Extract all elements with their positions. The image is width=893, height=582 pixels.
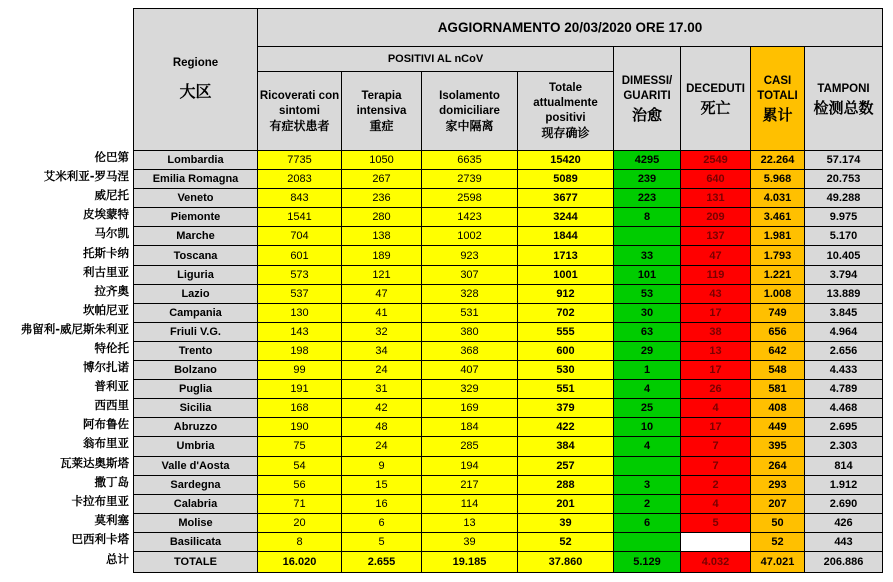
cell-regione: Abruzzo [134, 418, 258, 437]
cell-ricoverati: 130 [258, 303, 342, 322]
cell-regione: Lazio [134, 284, 258, 303]
cell-terapia: 34 [342, 341, 422, 360]
cell-casi: 408 [751, 399, 805, 418]
casi-header [751, 47, 805, 151]
cell-totale: 422 [518, 418, 614, 437]
cell-dimessi: 239 [614, 170, 681, 189]
data-rows [134, 151, 883, 573]
cell-regione: Basilicata [134, 532, 258, 551]
cell-isolamento: 217 [422, 475, 518, 494]
cell-tamponi: 57.174 [805, 151, 883, 170]
isolamento-header [422, 72, 518, 151]
cell-dimessi: 5.129 [614, 551, 681, 572]
cell-isolamento: 368 [422, 341, 518, 360]
cell-deceduti: 38 [681, 322, 751, 341]
cell-isolamento: 39 [422, 532, 518, 551]
cell-tamponi: 1.912 [805, 475, 883, 494]
cell-totale: 5089 [518, 170, 614, 189]
cell-casi: 293 [751, 475, 805, 494]
region-name-cn: 阿布鲁佐 [83, 417, 129, 432]
ricoverati-label-cn: 有症状患者 [269, 118, 330, 133]
region-name-cn: 弗留利-威尼斯朱利亚 [20, 321, 129, 336]
tamponi-label-cn: 检测总数 [813, 98, 874, 117]
cell-totale: 702 [518, 303, 614, 322]
table-row [134, 170, 883, 189]
cell-deceduti: 131 [681, 189, 751, 208]
cell-regione: Trento [134, 341, 258, 360]
cell-regione: Umbria [134, 437, 258, 456]
cell-ricoverati: 190 [258, 418, 342, 437]
cell-totale: 37.860 [518, 551, 614, 572]
cell-dimessi [614, 456, 681, 475]
cell-regione: Piemonte [134, 208, 258, 227]
cell-regione: Bolzano [134, 361, 258, 380]
cell-tamponi: 3.794 [805, 265, 883, 284]
cell-ricoverati: 573 [258, 265, 342, 284]
cell-tamponi: 3.845 [805, 303, 883, 322]
table-row [134, 151, 883, 170]
region-name-cn: 马尔凯 [94, 226, 129, 241]
cell-dimessi: 223 [614, 189, 681, 208]
cell-dimessi: 8 [614, 208, 681, 227]
cell-dimessi: 4 [614, 437, 681, 456]
cell-ricoverati: 71 [258, 494, 342, 513]
region-name-cn: 普利亚 [94, 379, 129, 394]
cell-dimessi [614, 532, 681, 551]
cell-casi: 4.031 [751, 189, 805, 208]
cell-dimessi: 4 [614, 380, 681, 399]
cell-terapia: 32 [342, 322, 422, 341]
cell-ricoverati: 601 [258, 246, 342, 265]
cell-regione: Sardegna [134, 475, 258, 494]
totale-label-cn: 现存确诊 [541, 126, 590, 140]
covid-data-table [133, 8, 883, 573]
cell-casi: 395 [751, 437, 805, 456]
cell-terapia: 47 [342, 284, 422, 303]
cell-dimessi: 33 [614, 246, 681, 265]
cell-ricoverati: 7735 [258, 151, 342, 170]
cell-tamponi: 426 [805, 513, 883, 532]
cell-dimessi: 2 [614, 494, 681, 513]
cell-totale: 379 [518, 399, 614, 418]
cell-regione: Molise [134, 513, 258, 532]
cell-deceduti: 47 [681, 246, 751, 265]
cell-terapia: 267 [342, 170, 422, 189]
cell-casi: 656 [751, 322, 805, 341]
cell-totale: 201 [518, 494, 614, 513]
cell-regione: Campania [134, 303, 258, 322]
cell-dimessi [614, 227, 681, 246]
cell-casi: 642 [751, 341, 805, 360]
cell-dimessi: 30 [614, 303, 681, 322]
cell-tamponi: 5.170 [805, 227, 883, 246]
dimessi-header [614, 47, 681, 151]
cell-totale: 912 [518, 284, 614, 303]
cell-ricoverati: 704 [258, 227, 342, 246]
cell-tamponi: 443 [805, 532, 883, 551]
region-name-cn: 撒丁岛 [94, 474, 129, 489]
cell-dimessi: 53 [614, 284, 681, 303]
cell-tamponi: 49.288 [805, 189, 883, 208]
cell-totale: 15420 [518, 151, 614, 170]
cell-isolamento: 169 [422, 399, 518, 418]
cell-isolamento: 19.185 [422, 551, 518, 572]
table-row [134, 532, 883, 551]
cell-terapia: 6 [342, 513, 422, 532]
cell-casi: 52 [751, 532, 805, 551]
casi-label-cn: 累计 [762, 106, 793, 124]
cell-isolamento: 307 [422, 265, 518, 284]
region-name-cn: 艾米利亚-罗马涅 [43, 169, 129, 184]
cell-deceduti: 17 [681, 303, 751, 322]
cell-casi: 207 [751, 494, 805, 513]
cell-ricoverati: 75 [258, 437, 342, 456]
cell-ricoverati: 54 [258, 456, 342, 475]
table-row [134, 208, 883, 227]
cell-casi: 548 [751, 361, 805, 380]
region-name-cn: 总计 [106, 551, 129, 566]
cell-casi: 5.968 [751, 170, 805, 189]
region-name-cn: 威尼托 [94, 188, 129, 203]
region-name-cn: 卡拉布里亚 [71, 493, 129, 508]
tamponi-label: TAMPONI [817, 82, 870, 95]
cell-isolamento: 1002 [422, 227, 518, 246]
cell-regione: Lombardia [134, 151, 258, 170]
cell-terapia: 42 [342, 399, 422, 418]
cell-isolamento: 6635 [422, 151, 518, 170]
cell-deceduti: 17 [681, 418, 751, 437]
cell-regione: Veneto [134, 189, 258, 208]
isolamento-label-cn: 家中隔离 [445, 118, 494, 133]
cell-deceduti: 17 [681, 361, 751, 380]
cell-deceduti: 209 [681, 208, 751, 227]
cell-ricoverati: 1541 [258, 208, 342, 227]
cell-totale: 1001 [518, 265, 614, 284]
cell-dimessi: 10 [614, 418, 681, 437]
cell-deceduti: 119 [681, 265, 751, 284]
chinese-region-names [0, 0, 133, 582]
table-row [134, 437, 883, 456]
cell-isolamento: 13 [422, 513, 518, 532]
cell-terapia: 24 [342, 361, 422, 380]
casi-label: CASI TOTALI [757, 75, 798, 102]
region-name-cn: 坎帕尼亚 [83, 302, 129, 317]
cell-terapia: 15 [342, 475, 422, 494]
cell-isolamento: 329 [422, 380, 518, 399]
cell-totale: 3677 [518, 189, 614, 208]
cell-tamponi: 4.789 [805, 380, 883, 399]
cell-casi: 1.008 [751, 284, 805, 303]
region-name-cn: 博尔扎诺 [83, 360, 129, 375]
cell-ricoverati: 143 [258, 322, 342, 341]
regione-header [134, 9, 258, 151]
cell-casi: 22.264 [751, 151, 805, 170]
cell-regione: Sicilia [134, 399, 258, 418]
cell-tamponi: 2.303 [805, 437, 883, 456]
cell-ricoverati: 843 [258, 189, 342, 208]
cell-terapia: 138 [342, 227, 422, 246]
positivi-header: POSITIVI AL nCoV [258, 47, 614, 72]
cell-deceduti: 4.032 [681, 551, 751, 572]
cell-dimessi: 4295 [614, 151, 681, 170]
cell-deceduti: 7 [681, 456, 751, 475]
region-name-cn: 巴西利卡塔 [71, 531, 129, 546]
table-row [134, 284, 883, 303]
cell-isolamento: 194 [422, 456, 518, 475]
cell-totale: 384 [518, 437, 614, 456]
cell-terapia: 31 [342, 380, 422, 399]
cell-casi: 749 [751, 303, 805, 322]
cell-totale: 52 [518, 532, 614, 551]
totals-row [134, 551, 883, 572]
cell-ricoverati: 16.020 [258, 551, 342, 572]
cell-deceduti: 26 [681, 380, 751, 399]
cell-ricoverati: 198 [258, 341, 342, 360]
table-row [134, 246, 883, 265]
cell-regione: Emilia Romagna [134, 170, 258, 189]
cell-casi: 449 [751, 418, 805, 437]
cell-casi: 50 [751, 513, 805, 532]
cell-deceduti: 640 [681, 170, 751, 189]
totale-label: Totale attualmente positivi [533, 82, 598, 124]
cell-dimessi: 1 [614, 361, 681, 380]
regione-label-cn: 大区 [179, 82, 212, 101]
table-row [134, 189, 883, 208]
cell-isolamento: 184 [422, 418, 518, 437]
cell-ricoverati: 191 [258, 380, 342, 399]
region-name-cn: 西西里 [94, 398, 129, 413]
terapia-label: Terapia intensiva [356, 89, 407, 117]
cell-deceduti: 4 [681, 494, 751, 513]
cell-totale: 1713 [518, 246, 614, 265]
cell-totale: 600 [518, 341, 614, 360]
terapia-header [342, 72, 422, 151]
cell-tamponi: 2.690 [805, 494, 883, 513]
cell-isolamento: 923 [422, 246, 518, 265]
cell-casi: 581 [751, 380, 805, 399]
ricoverati-header [258, 72, 342, 151]
cell-dimessi: 101 [614, 265, 681, 284]
cell-regione: Toscana [134, 246, 258, 265]
cell-terapia: 24 [342, 437, 422, 456]
regione-label: Regione [172, 57, 219, 69]
cell-totale: 530 [518, 361, 614, 380]
cell-terapia: 48 [342, 418, 422, 437]
isolamento-label: Isolamento domiciliare [439, 89, 500, 117]
table-row [134, 341, 883, 360]
region-name-cn: 翁布里亚 [83, 436, 129, 451]
ricoverati-label: Ricoverati con sintomi [259, 89, 340, 117]
cell-tamponi: 206.886 [805, 551, 883, 572]
table-row [134, 303, 883, 322]
cell-tamponi: 4.433 [805, 361, 883, 380]
cell-casi: 47.021 [751, 551, 805, 572]
cell-terapia: 280 [342, 208, 422, 227]
cell-totale: 3244 [518, 208, 614, 227]
cell-isolamento: 380 [422, 322, 518, 341]
cell-terapia: 121 [342, 265, 422, 284]
cell-deceduti: 43 [681, 284, 751, 303]
cell-isolamento: 328 [422, 284, 518, 303]
cell-casi: 1.981 [751, 227, 805, 246]
cell-deceduti: 137 [681, 227, 751, 246]
table-row [134, 227, 883, 246]
cell-deceduti: 2 [681, 475, 751, 494]
cell-totale: 257 [518, 456, 614, 475]
table-row [134, 380, 883, 399]
cell-deceduti [681, 532, 751, 551]
cell-ricoverati: 20 [258, 513, 342, 532]
table-row [134, 265, 883, 284]
deceduti-label-cn: 死亡 [700, 98, 731, 117]
tamponi-header [805, 47, 883, 151]
cell-totale: 551 [518, 380, 614, 399]
table-row [134, 456, 883, 475]
dimessi-label-cn: 治愈 [631, 106, 662, 124]
cell-tamponi: 4.468 [805, 399, 883, 418]
region-name-cn: 利古里亚 [83, 264, 129, 279]
region-name-cn: 瓦莱达奥斯塔 [60, 455, 129, 470]
cell-casi: 1.221 [751, 265, 805, 284]
cell-dimessi: 3 [614, 475, 681, 494]
cell-dimessi: 63 [614, 322, 681, 341]
cell-ricoverati: 99 [258, 361, 342, 380]
cell-regione: Puglia [134, 380, 258, 399]
cell-deceduti: 5 [681, 513, 751, 532]
cell-deceduti: 13 [681, 341, 751, 360]
cell-casi: 3.461 [751, 208, 805, 227]
cell-totale: 1844 [518, 227, 614, 246]
deceduti-header [681, 47, 751, 151]
cell-isolamento: 407 [422, 361, 518, 380]
cell-regione: Friuli V.G. [134, 322, 258, 341]
cell-tamponi: 10.405 [805, 246, 883, 265]
table-row [134, 322, 883, 341]
dimessi-label: DIMESSI/ GUARITI [621, 75, 673, 102]
deceduti-label: DECEDUTI [686, 82, 745, 95]
cell-tamponi: 9.975 [805, 208, 883, 227]
region-name-cn: 托斯卡纳 [83, 245, 129, 260]
cell-ricoverati: 168 [258, 399, 342, 418]
cell-regione: Marche [134, 227, 258, 246]
cell-terapia: 189 [342, 246, 422, 265]
cell-isolamento: 531 [422, 303, 518, 322]
table-row [134, 418, 883, 437]
cell-isolamento: 114 [422, 494, 518, 513]
cell-ricoverati: 56 [258, 475, 342, 494]
cell-tamponi: 2.695 [805, 418, 883, 437]
cell-isolamento: 1423 [422, 208, 518, 227]
cell-ricoverati: 537 [258, 284, 342, 303]
cell-terapia: 5 [342, 532, 422, 551]
cell-dimessi: 29 [614, 341, 681, 360]
region-name-cn: 莫利塞 [94, 512, 129, 527]
cell-regione: Liguria [134, 265, 258, 284]
region-name-cn: 拉齐奥 [94, 283, 129, 298]
cell-regione: Valle d'Aosta [134, 456, 258, 475]
table-row [134, 513, 883, 532]
cell-deceduti: 2549 [681, 151, 751, 170]
cell-deceduti: 7 [681, 437, 751, 456]
cell-ricoverati: 8 [258, 532, 342, 551]
region-name-cn: 伦巴第 [94, 150, 129, 165]
cell-dimessi: 25 [614, 399, 681, 418]
cell-dimessi: 6 [614, 513, 681, 532]
cell-totale: 39 [518, 513, 614, 532]
terapia-label-cn: 重症 [369, 118, 394, 133]
cell-terapia: 236 [342, 189, 422, 208]
cell-casi: 1.793 [751, 246, 805, 265]
cell-tamponi: 2.656 [805, 341, 883, 360]
cell-tamponi: 20.753 [805, 170, 883, 189]
table-title: AGGIORNAMENTO 20/03/2020 ORE 17.00 [258, 9, 883, 47]
cell-totale: 555 [518, 322, 614, 341]
totale-header [518, 72, 614, 151]
cell-terapia: 1050 [342, 151, 422, 170]
region-name-cn: 特伦托 [94, 340, 129, 355]
cell-regione: TOTALE [134, 551, 258, 572]
table-row [134, 361, 883, 380]
cell-terapia: 41 [342, 303, 422, 322]
cell-tamponi: 814 [805, 456, 883, 475]
cell-terapia: 2.655 [342, 551, 422, 572]
cell-tamponi: 13.889 [805, 284, 883, 303]
cell-terapia: 9 [342, 456, 422, 475]
cell-casi: 264 [751, 456, 805, 475]
cell-isolamento: 2598 [422, 189, 518, 208]
cell-tamponi: 4.964 [805, 322, 883, 341]
cell-regione: Calabria [134, 494, 258, 513]
cell-ricoverati: 2083 [258, 170, 342, 189]
cell-terapia: 16 [342, 494, 422, 513]
cell-isolamento: 285 [422, 437, 518, 456]
cell-deceduti: 4 [681, 399, 751, 418]
cell-totale: 288 [518, 475, 614, 494]
table-row [134, 494, 883, 513]
region-name-cn: 皮埃蒙特 [83, 207, 129, 222]
table-row [134, 399, 883, 418]
table-row [134, 475, 883, 494]
cell-isolamento: 2739 [422, 170, 518, 189]
